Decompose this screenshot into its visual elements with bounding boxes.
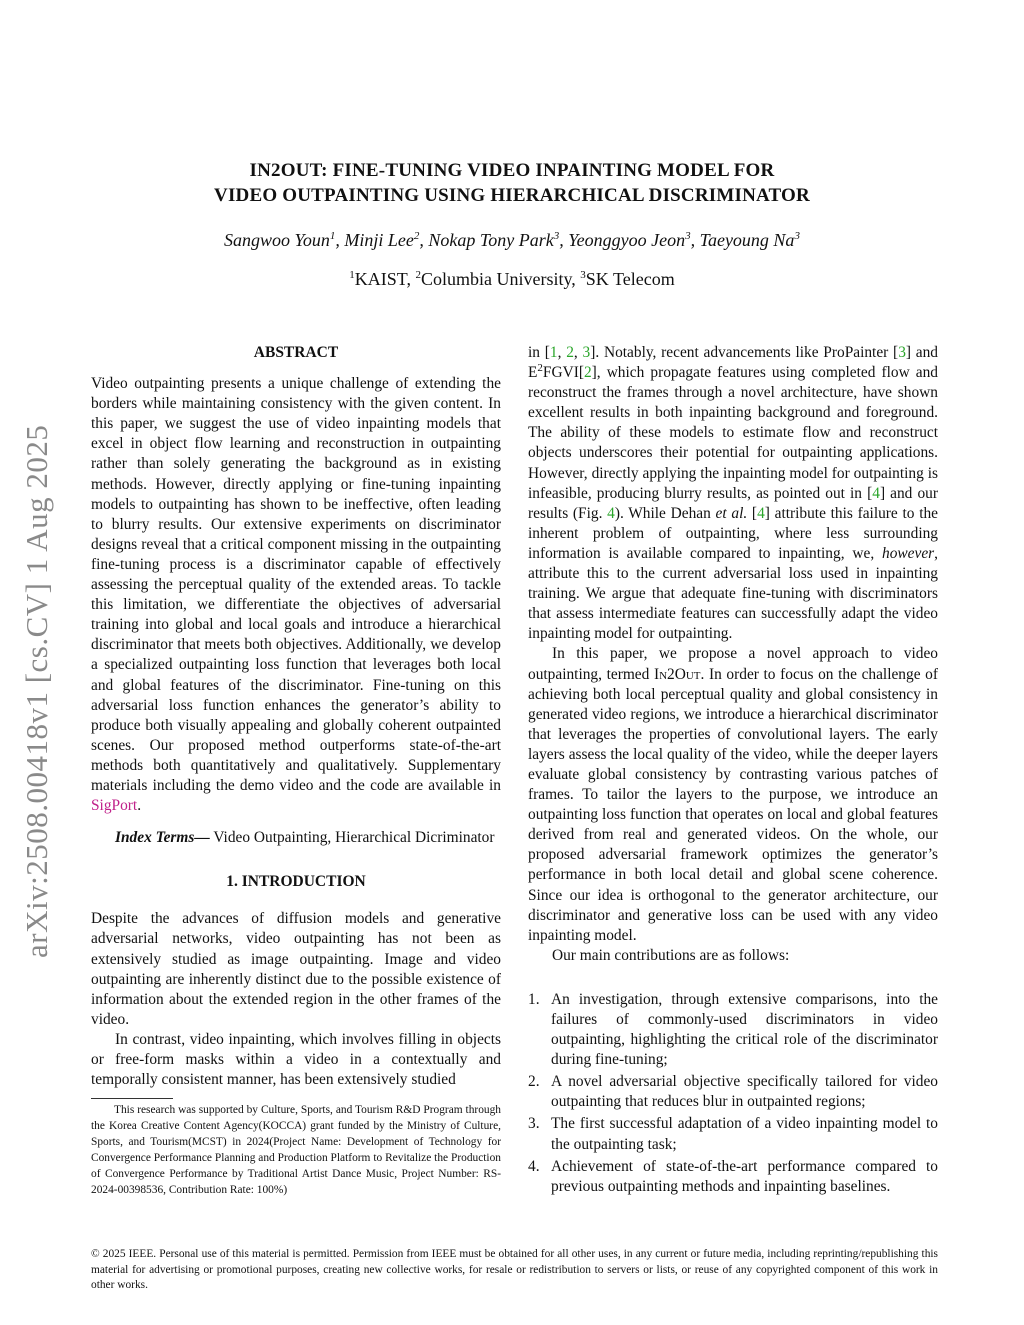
list-number: 2. (528, 1073, 540, 1091)
citation-link[interactable]: 4 (872, 484, 880, 502)
list-item (528, 1157, 938, 1197)
funding-footnote (91, 1098, 501, 1198)
author: Yeonggyoo Jeon (568, 230, 686, 250)
superscript: 2 (537, 361, 543, 374)
author-affiliation-mark: 3 (794, 230, 800, 242)
abstract-heading: ABSTRACT (253, 344, 339, 361)
list-item (528, 990, 938, 1070)
list-number: 4. (528, 1157, 540, 1175)
footnote-text: This research was supported by Culture, Sports, and Tourism R&D Program through the Korea Creative Content Agency(KOCCA) grant funded by the Ministry of Culture, Sports, and Tourism(MCST) in 2024(Project Name: Development of Technology for Convergence Performance Planning and Production Platform to Revitalize the Production of Convergence Performance by Traditional Artist Dance Music, Project Number: RS-2024-00398536, Contribution Rate: 100%) (91, 1104, 501, 1196)
author: Taeyoung Na (699, 230, 795, 250)
intro-paragraph-1: Despite the advances of diffusion models and generative adversarial networks, video outpainting has not been as extensively studied as image outpainting. Image and video outpainting are inherently distinct due to the possible existence of information about the extended region in the other frames of the video. (91, 910, 501, 1028)
intro-paragraph-4: In this paper, we propose a novel approach to video outpainting, termed In2Out. In order to focus on the challenge of achieving both local perceptual quality and global consistency in generated video regions, we introduce a hierarchical discriminator that leverages the properties of convolutional layers. The early layers assess the local quality of the video, while the deeper layers evaluate global consistency by contrasting various patches of frames. To tailor the layers to the purpose, we introduce an outpainting loss function that operates on local and global features derived from real and generated videos. On the whole, our proposed adversarial framework optimizes the generator’s performance in both local detail and global scene coherence. Since our idea is orthogonal to the generator architecture, our discriminator and generative loss can be used with any video inpainting model. (528, 645, 938, 944)
abstract-end: . (137, 797, 142, 815)
citation-link[interactable]: 2 (583, 364, 592, 382)
copyright-notice: © 2025 IEEE. Personal use of this material is permitted. Permission from IEEE must be obtained for all other uses, in any current or future media, including reprinting/republishing this material for advertising or promotional purposes, creating new collective works, for resale or redistribution to servers or lists, or reuse of any copyrighted component of this work in other works. (91, 1248, 938, 1292)
abstract-body (91, 374, 501, 816)
affiliation-list (0, 269, 1024, 290)
sigport-link[interactable]: SigPort (91, 797, 138, 815)
citation-link[interactable]: 2 (566, 344, 574, 361)
author-affiliation-mark: 3 (685, 230, 691, 242)
footnote-divider (91, 1098, 173, 1099)
separator: , (335, 230, 345, 250)
separator: , (419, 230, 429, 250)
author: Nokap Tony Park (428, 230, 554, 250)
list-text: Achievement of state-of-the-art performance compared to previous outpainting methods and inpainting baselines. (551, 1157, 938, 1195)
right-column (528, 343, 938, 1199)
contributions-list (528, 990, 938, 1197)
arxiv-identifier: arXiv:2508.00418v1 [cs.CV] 1 Aug 2025 (19, 424, 54, 958)
citation-link[interactable]: 3 (582, 344, 591, 361)
citation-link[interactable]: 4 (757, 504, 765, 522)
author-affiliation-mark: 3 (553, 230, 560, 242)
separator: , (690, 230, 700, 250)
list-text: A novel adversarial objective specifically tailored for video outpainting that reduces blur in outpainted regions; (551, 1073, 938, 1111)
introduction-heading: 1. INTRODUCTION (226, 873, 366, 891)
list-text: The first successful adaptation of a video inpainting model to the outpainting task; (551, 1115, 938, 1153)
author: Minji Lee (344, 230, 414, 250)
intro-paragraph-2: In contrast, video inpainting, which involves filling in objects or free-form masks within a video in a contextually and temporally consistent manner, has been extensively studied (91, 1030, 501, 1089)
list-text: An investigation, through extensive comparisons, into the failures of commonly-used discriminators in video outpainting, highlighting the critical role of the discriminator during fine-tuning; (551, 990, 938, 1069)
affiliation-mark: 1 (349, 269, 355, 281)
et-al: et al. (715, 504, 748, 522)
separator: , (571, 269, 581, 289)
title-line-1: IN2OUT: FINE-TUNING VIDEO INPAINTING MODEL FOR (249, 160, 775, 181)
author-affiliation-mark: 1 (329, 230, 336, 242)
affiliation-mark: 2 (415, 269, 421, 281)
index-terms-text: Video Outpainting, Hierarchical Dicriminator (209, 829, 495, 847)
affiliation-mark: 3 (580, 269, 586, 281)
citation-link[interactable]: 3 (898, 344, 906, 361)
list-number: 3. (528, 1115, 540, 1133)
author-list (0, 230, 1024, 251)
list-item (528, 1114, 938, 1154)
contributions-lead: Our main contributions are as follows: (552, 946, 790, 964)
title-block (0, 158, 1024, 290)
list-number: 1. (528, 990, 540, 1008)
index-terms-label: Index Terms— (115, 829, 210, 847)
citation-link[interactable]: 1 (549, 344, 558, 361)
affiliation: SK Telecom (585, 269, 675, 289)
method-name: In2Out (653, 665, 701, 683)
index-terms (91, 828, 501, 848)
paper-title (0, 158, 1024, 208)
affiliation: Columbia University (420, 269, 572, 289)
title-line-2: VIDEO OUTPAINTING USING HIERARCHICAL DISCRIMINATOR (214, 185, 810, 206)
separator: , (406, 269, 416, 289)
figure-link[interactable]: 4 (607, 504, 615, 522)
affiliation: KAIST (354, 269, 407, 289)
emphasis: however (882, 544, 935, 562)
intro-paragraph-3: in [1, 2, 3]. Notably, recent advancements like ProPainter [3] and $E^2FGVI[2]$, which propagate features using completed flow and reconstruct the frames through a novel architecture, have shown excellent results in both inpainting background and foreground. The ability of these models to estimate flow and reconstruct objects underscores their potential for outpainting applications. However, directly applying the inpainting model for outpainting is infeasible, producing blurry results, as pointed out in [4] and our results (Fig. 4). While Dehan et al. [4] attribute this failure to the inherent problem of outpainting, where less surrounding information is available compared to inpainting, we, however, attribute this to the current adversarial loss used in inpainting training. We argue that adequate fine-tuning with discriminators that assess intermediate features can successfully adapt the video inpainting model for outpainting. (528, 344, 939, 643)
author: Sangwoo Youn (224, 230, 330, 250)
abstract-text: Video outpainting presents a unique challenge of extending the borders while maintaining consistency with the given content. In this paper, we suggest the use of video inpainting models that excel in object flow learning and reconstruction in outpainting rather than solely generating the background as in existing methods. However, directly applying or fine-tuning inpainting models to outpainting has shown to be ineffective, often leading to blurry results. Our extensive experiments on discriminator designs reveal that a critical component missing in the outpainting fine-tuning process is a discriminator capable of effectively assessing the perceptual quality of the extended areas. To tackle this limitation, we differentiate the objectives of adversarial training into global and local goals and introduce a hierarchical discriminator that meets both objectives. Additionally, we develop a specialized outpainting loss function that leverages both local and global features of the discriminator. Fine-tuning on this adversarial loss function enhances the generator’s ability to produce both visually appealing and globally coherent outpainted scenes. Our proposed method outperforms state-of-the-art methods both quantitatively and qualitatively. Supplementary materials including the demo video and the code are available in (91, 375, 501, 794)
left-column (91, 343, 501, 1090)
list-item (528, 1072, 938, 1112)
author-affiliation-mark: 2 (413, 230, 420, 242)
separator: , (559, 230, 569, 250)
